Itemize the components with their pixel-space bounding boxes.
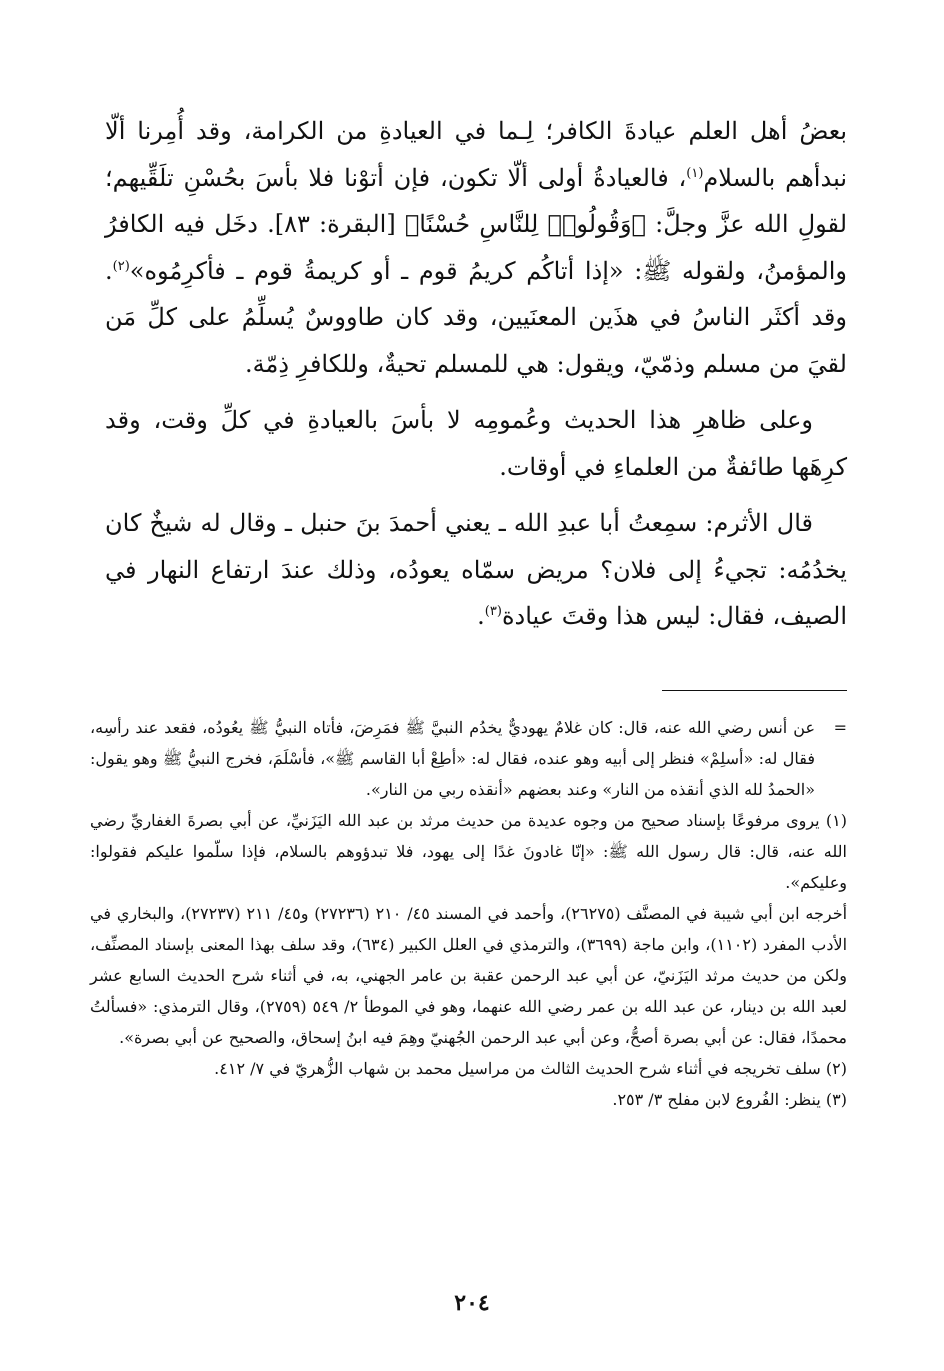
footnote-ref-3[interactable]: (٣)	[484, 604, 502, 619]
paragraph-1: بعضُ أهل العلم عيادةَ الكافر؛ لِـما في العيادةِ من الكرامة، وقد أُمِرنا ألّا نبدأهم بالسلام$^{(١)}$، فالعيادةُ أولى ألّا تكون، فإن أتوْنا فلا بأسَ بحُسْنِ تلَقِّيهم؛ لقولِ الله عزَّ وجلَّ: ﴿وَقُولُوا۟ لِلنَّاسِ حُسْنًا﴾ [البقرة: ٨٣]. دخَل فيه الكافرُ والمؤمنُ، ولقوله ﷺ: «إذا أتاكُم كريمُ قوم ـ أو كريمةُ قوم ـ فأكرِمُوه»$^{(٢)}$. وقد أكثَر الناسُ في هذَين المعنَيين، وقد كان طاووسٌ يُسلِّمُ على كلِّ مَن لقيَ من مسلم وذمّيّ، ويقول: هي للمسلم تحيةٌ، وللكافرِ ذِمّة.	[105, 117, 848, 378]
footnote-ref-2[interactable]: (٢)	[112, 258, 130, 274]
footnote-separator	[662, 690, 847, 691]
footnote-2: (٢) سلف تخريجه في أثناء شرح الحديث الثالث من مراسيل محمد بن شهاب الزُّهريّ في ٧/ ٤١٢.	[214, 1059, 847, 1078]
footnote-1-continued: أخرجه ابن أبي شيبة في المصنَّف (٢٦٢٧٥)، وأحمد في المسند ٤٥/ ٢١٠ (٢٧٢٣٦) و٤٥/ ٢١١ (٢٧٢٣٧)، والبخاري في الأدب المفرد (١١٠٢)، وابن ماجة (٣٦٩٩)، والترمذي في العلل الكبير (٦٣٤)، وقد سلف بهذا المعنى بإسناد المصنِّف، ولكن من حديث مرثد اليَزَنيّ، عن أبي عبد الرحمن عقبة بن عامر الجهني، به، في أثناء شرح الحديث السابع عشر لعبد الله بن دينار، عن عبد الله بن عمر رضي الله عنهما، وهو في الموطأ ٢/ ٥٤٩ (٢٧٥٩)، وقال الترمذي: «فسألتُ محمدًا، فقال: عن أبي بصرة أصحُّ، وعن أبي عبد الرحمن الجُهنيّ وهِمَ فيه ابنُ إسحاق، والصحيح عن أبي بصرة».	[90, 904, 848, 1047]
footnote-1: (١) يروى مرفوعًا بإسناد صحيح من وجوه عديدة من حديث مرثد بن عبد الله اليَزَنيِّ، عن أبي بصرةَ الغفاريِّ رضي الله عنه، قال: قال رسول الله ﷺ: «إنّا غادونَ غدًا إلى يهود، فلا تبدؤوهم بالسلام، فإذا سلّموا عليكم فقولوا: وعليكم».	[90, 811, 847, 892]
continuation-marker: =	[833, 718, 847, 737]
footnote-ref-1[interactable]: (١)	[686, 165, 704, 181]
paragraph-2: وعلى ظاهرِ هذا الحديث وعُمومِه لا بأسَ بالعيادةِ في كلِّ وقت، وقد كرِهَها طائفةٌ من العلماءِ في أوقات.	[105, 406, 847, 481]
main-text	[105, 108, 847, 640]
page-number: ٢٠٤	[454, 1290, 490, 1316]
paragraph-3: قال الأثرم: سمِعتُ أبا عبدِ الله ـ يعني أحمدَ بنَ حنبل ـ وقال له شيخٌ كان يخدُمُه: تجيءُ إلى فلان؟ مريض سمّاه يعودُه، وذلك عندَ ارتفاع النهار في الصيف، فقال: ليس هذا وقتَ عيادة$^{(٣)}$.	[105, 509, 847, 630]
footnotes	[90, 712, 847, 1115]
footnote-continuation: = عن أنس رضي الله عنه، قال: كان غلامٌ يهوديٌّ يخدُم النبيَّ ﷺ فمَرِضَ، فأتاه النبيُّ ﷺ يعُودُه، فقعد عند رأسِه، فقال له: «أسلِمْ» فنظر إلى أبيه وهو عنده، فقال له: «أطِعْ أبا القاسم ﷺ»، فأسْلَمَ، فخرج النبيُّ ﷺ وهو يقول: «الحمدُ لله الذي أنقذه من النار» وعند بعضهم «أنقذه ربي من النار».	[90, 712, 847, 805]
footnote-3: (٣) ينظر: الفُروع لابن مفلح ٣/ ٢٥٣.	[612, 1090, 847, 1109]
